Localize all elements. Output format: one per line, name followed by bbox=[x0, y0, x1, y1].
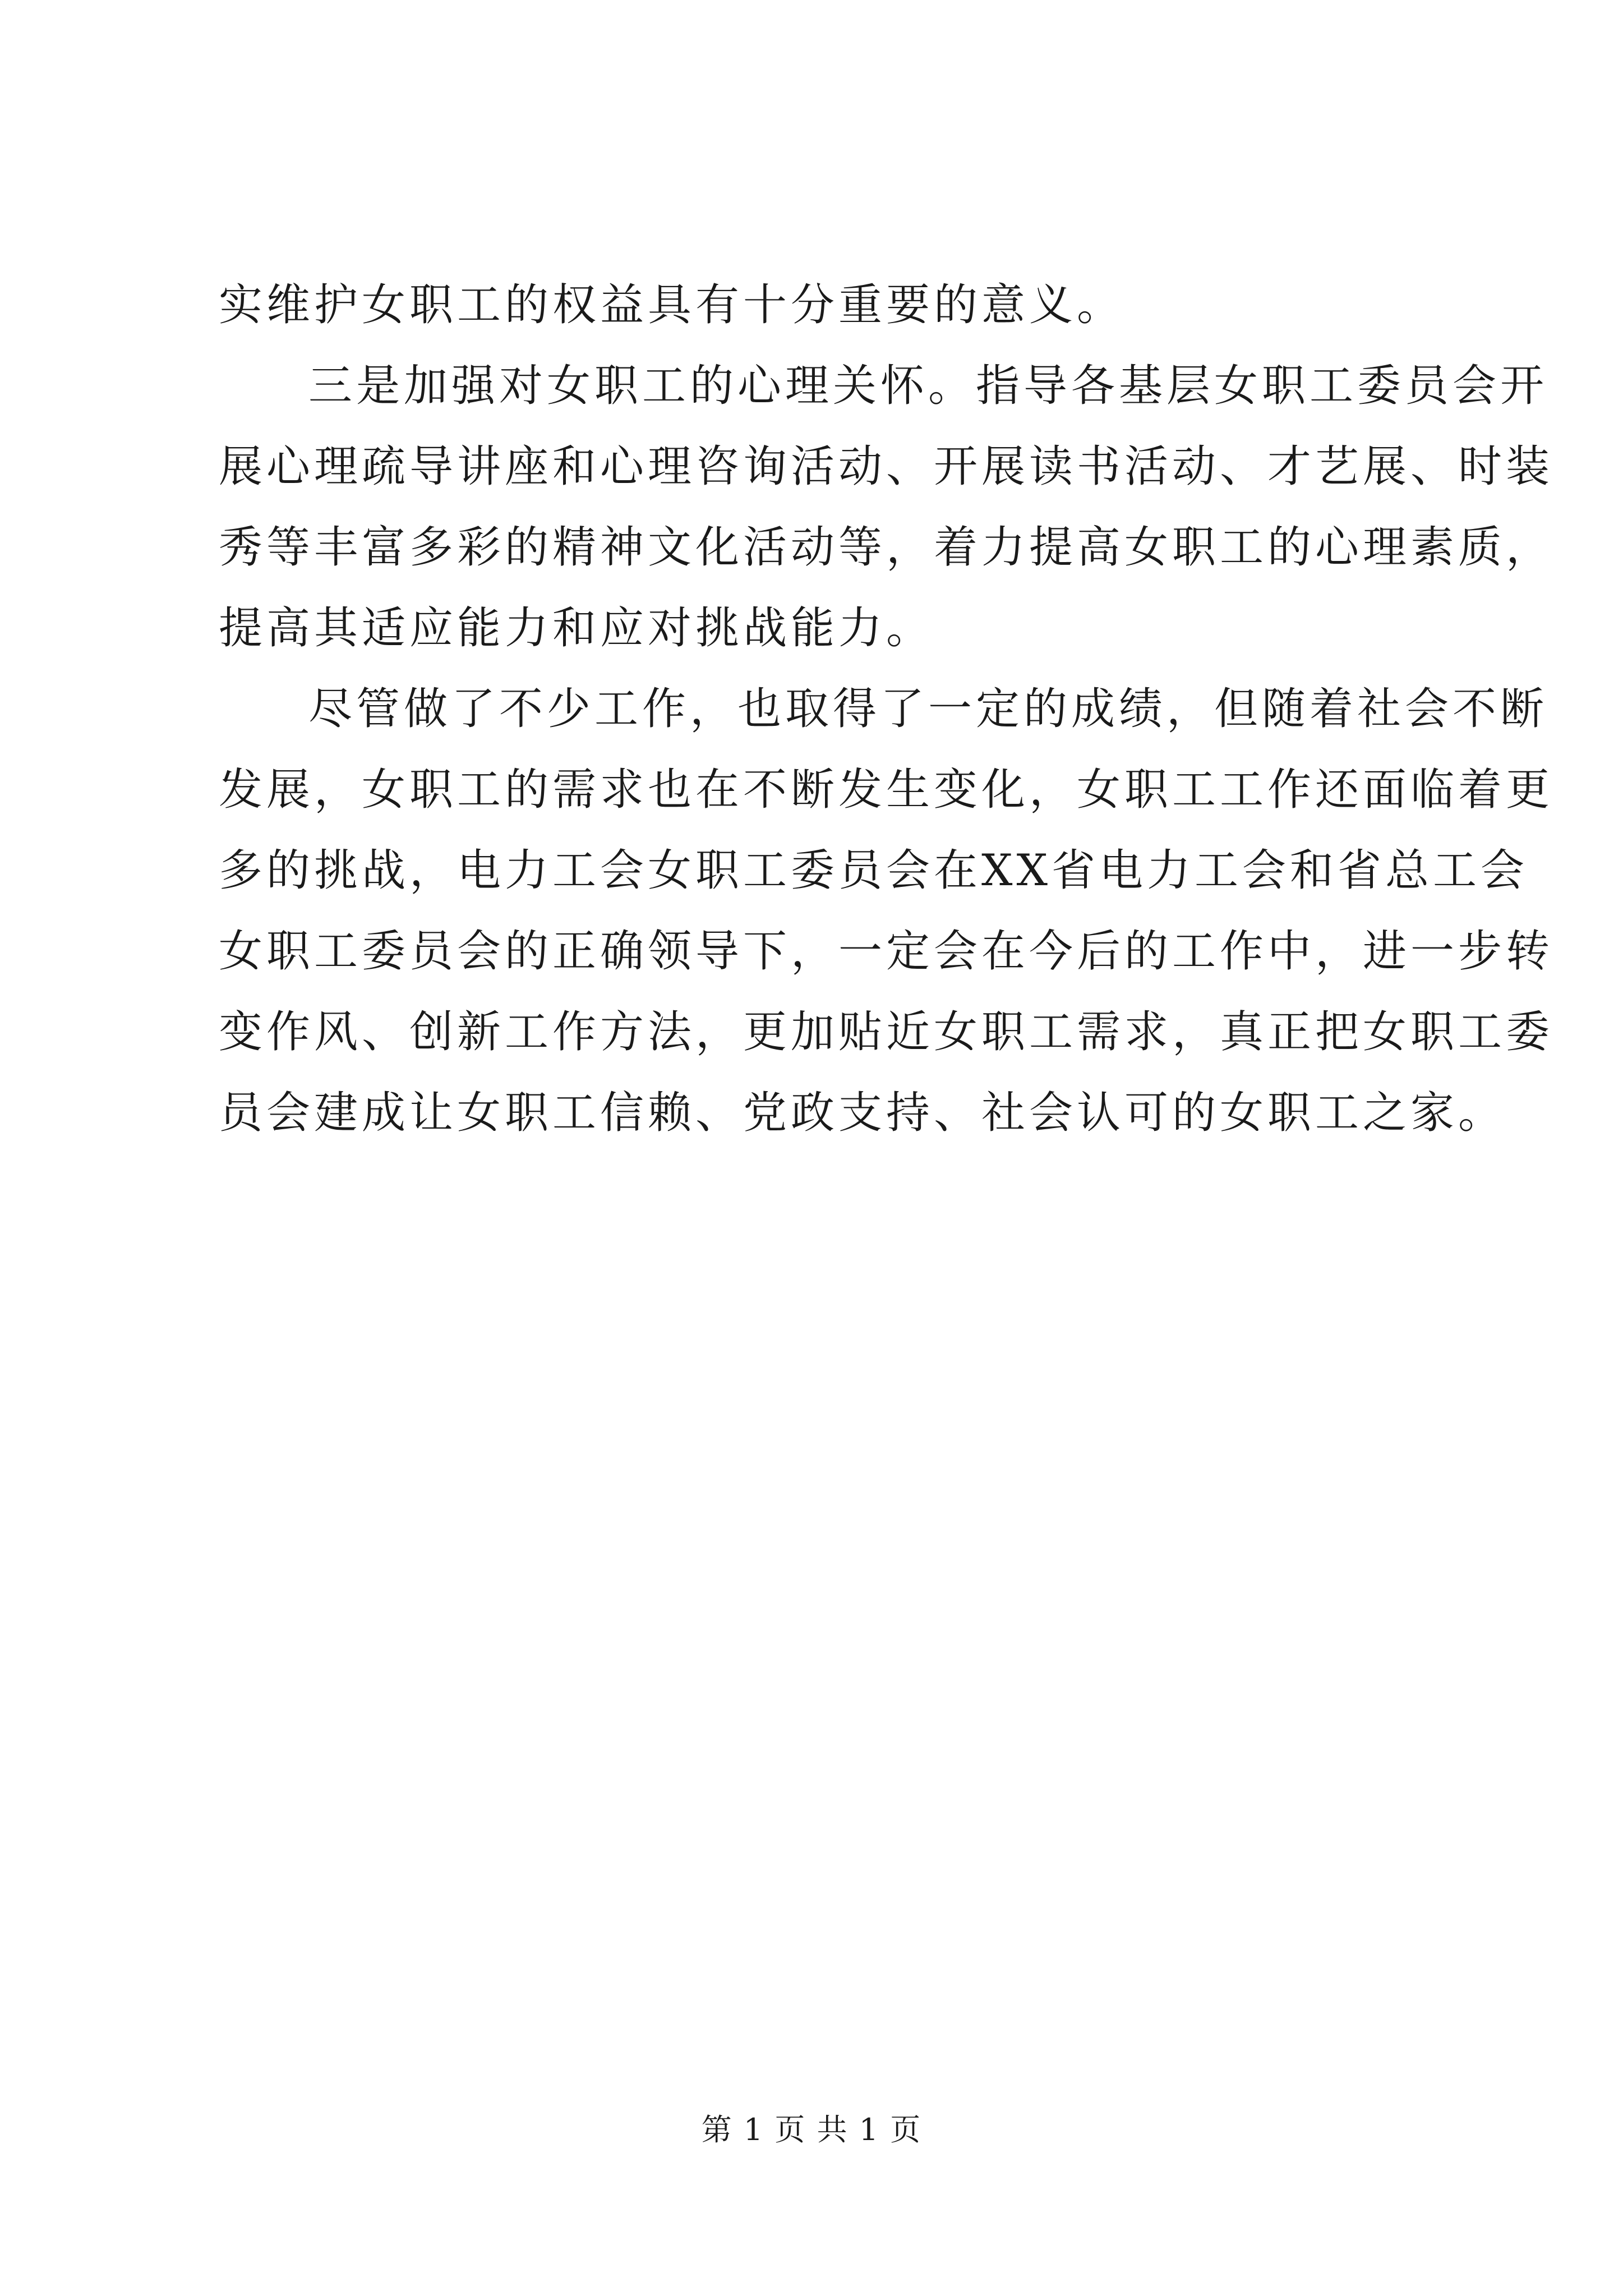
text-line: 变作风、创新工作方法，更加贴近女职工需求，真正把女职工委 bbox=[219, 1007, 1554, 1057]
text-line: 发展，女职工的需求也在不断发生变化，女职工工作还面临着更 bbox=[219, 765, 1554, 815]
text-line: 多的挑战，电力工会女职工委员会在XX省电力工会和省总工会 bbox=[219, 845, 1529, 896]
text-line: 尽管做了不少工作，也取得了一定的成绩，但随着社会不断 bbox=[308, 684, 1548, 734]
text-line: 三是加强对女职工的心理关怀。指导各基层女职工委员会开 bbox=[308, 361, 1548, 411]
text-line: 展心理疏导讲座和心理咨询活动、开展读书活动、才艺展、时装 bbox=[219, 441, 1554, 492]
text-line: 女职工委员会的正确领导下，一定会在今后的工作中，进一步转 bbox=[219, 926, 1554, 977]
text-line: 秀等丰富多彩的精神文化活动等，着力提高女职工的心理素质， bbox=[219, 522, 1554, 573]
text-line: 实维护女职工的权益具有十分重要的意义。 bbox=[219, 280, 1125, 330]
page-number-label: 第 1 页 共 1 页 bbox=[701, 2112, 922, 2147]
body-text bbox=[219, 265, 1554, 1153]
text-line: 员会建成让女职工信赖、党政支持、社会认可的女职工之家。 bbox=[219, 1088, 1506, 1138]
page-footer bbox=[0, 2110, 1623, 2150]
text-line: 提高其适应能力和应对挑战能力。 bbox=[219, 603, 934, 654]
